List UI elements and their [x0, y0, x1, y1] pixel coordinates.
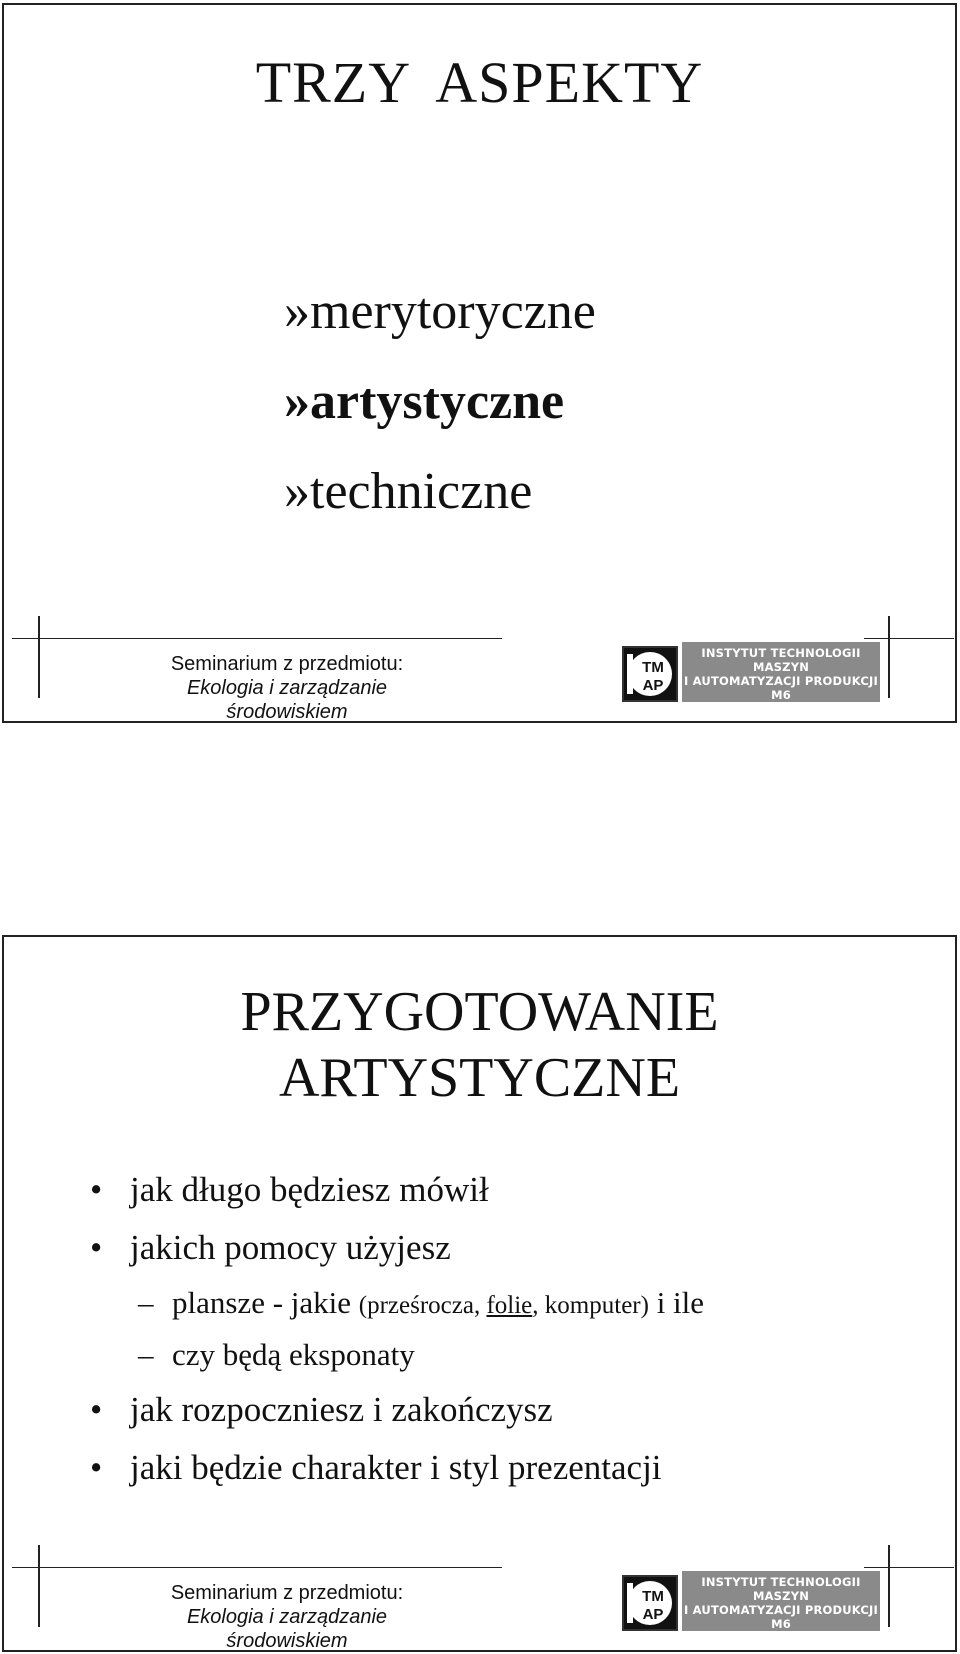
folie-underlined: folie: [486, 1292, 533, 1319]
sub-bullet-item: [90, 1329, 930, 1381]
footer-rule-left: [12, 638, 502, 639]
banner-email: email:m6@mech.pk.edu.pl: [704, 706, 858, 717]
footer-rule-right: [864, 1567, 954, 1568]
logo-text-ap: AP: [642, 677, 664, 694]
itmap-logo: [622, 646, 678, 702]
slide-2-title: [4, 979, 955, 1111]
logo-text-tm: TM: [642, 1588, 664, 1605]
slide-1-title: TRZY ASPEKTY: [255, 50, 704, 115]
sub-bullet-item: [90, 1277, 930, 1329]
slide-footer: [4, 616, 955, 721]
crop-mark-right: [888, 616, 890, 698]
institute-banner: [682, 1571, 880, 1646]
bullet-icon: •: [90, 1170, 103, 1209]
slide-2-title-line-2: ARTYSTYCZNE: [278, 1047, 681, 1109]
banner-line-1: INSTYTUT TECHNOLOGII MASZYN: [701, 1575, 861, 1603]
bullet-item: [90, 1439, 930, 1497]
bullet-item: [90, 1219, 930, 1277]
dash-icon: –: [138, 1285, 154, 1320]
footer-text: [132, 652, 442, 724]
institute-banner: [682, 642, 880, 717]
aspect-item-techniczne: »techniczne: [284, 463, 533, 520]
bullet-text-3: jak rozpoczniesz i zakończysz: [130, 1390, 553, 1429]
banner-email: email:m6@mech.pk.edu.pl: [704, 1635, 858, 1646]
sub-bullet-text-1: plansze - jakie (prześrocza, folie, komputer) i ile: [172, 1285, 705, 1320]
footer-line-1: Seminarium z przedmiotu:: [170, 1582, 404, 1604]
bullet-icon: •: [90, 1228, 103, 1267]
logo-text-tm: TM: [642, 659, 664, 676]
aspect-item-merytoryczne: »merytoryczne: [284, 283, 596, 340]
slide-2-title-line-1: PRZYGOTOWANIE: [240, 981, 719, 1043]
footer-rule-right: [864, 638, 954, 639]
slide-footer: [4, 1545, 955, 1650]
bullet-item: [90, 1381, 930, 1439]
bullet-text-2: jakich pomocy użyjesz: [130, 1228, 451, 1267]
bullet-icon: •: [90, 1390, 103, 1429]
bullet-icon: •: [90, 1448, 103, 1487]
footer-line-1: Seminarium z przedmiotu:: [170, 653, 404, 675]
banner-line-2: I AUTOMATYZACJI PRODUKCJI M6: [684, 674, 878, 702]
logo-text-ap: AP: [642, 1606, 664, 1623]
crop-mark-right: [888, 1545, 890, 1627]
footer-line-2: Ekologia i zarządzanie środowiskiem: [186, 1606, 388, 1652]
banner-line-2: I AUTOMATYZACJI PRODUKCJI M6: [684, 1603, 878, 1631]
aspect-item-artystyczne: »artystyczne: [284, 373, 565, 430]
footer-rule-left: [12, 1567, 502, 1568]
dash-icon: –: [138, 1337, 154, 1372]
footer-text: [132, 1581, 442, 1653]
bullet-text-1: jak długo będziesz mówił: [130, 1170, 489, 1209]
aspects-list: [284, 267, 596, 537]
bullet-text-4: jaki będzie charakter i styl prezentacji: [130, 1448, 662, 1487]
crop-mark-left: [38, 1545, 40, 1627]
slide-1: [2, 3, 957, 723]
banner-line-1: INSTYTUT TECHNOLOGII MASZYN: [701, 646, 861, 674]
crop-mark-left: [38, 616, 40, 698]
footer-line-2: Ekologia i zarządzanie środowiskiem: [186, 677, 388, 723]
itmap-logo: [622, 1575, 678, 1631]
slide-2: [2, 935, 957, 1652]
sub-bullet-text-2: czy będą eksponaty: [172, 1337, 415, 1372]
bullet-item: [90, 1161, 930, 1219]
slide-2-body: [90, 1161, 930, 1497]
